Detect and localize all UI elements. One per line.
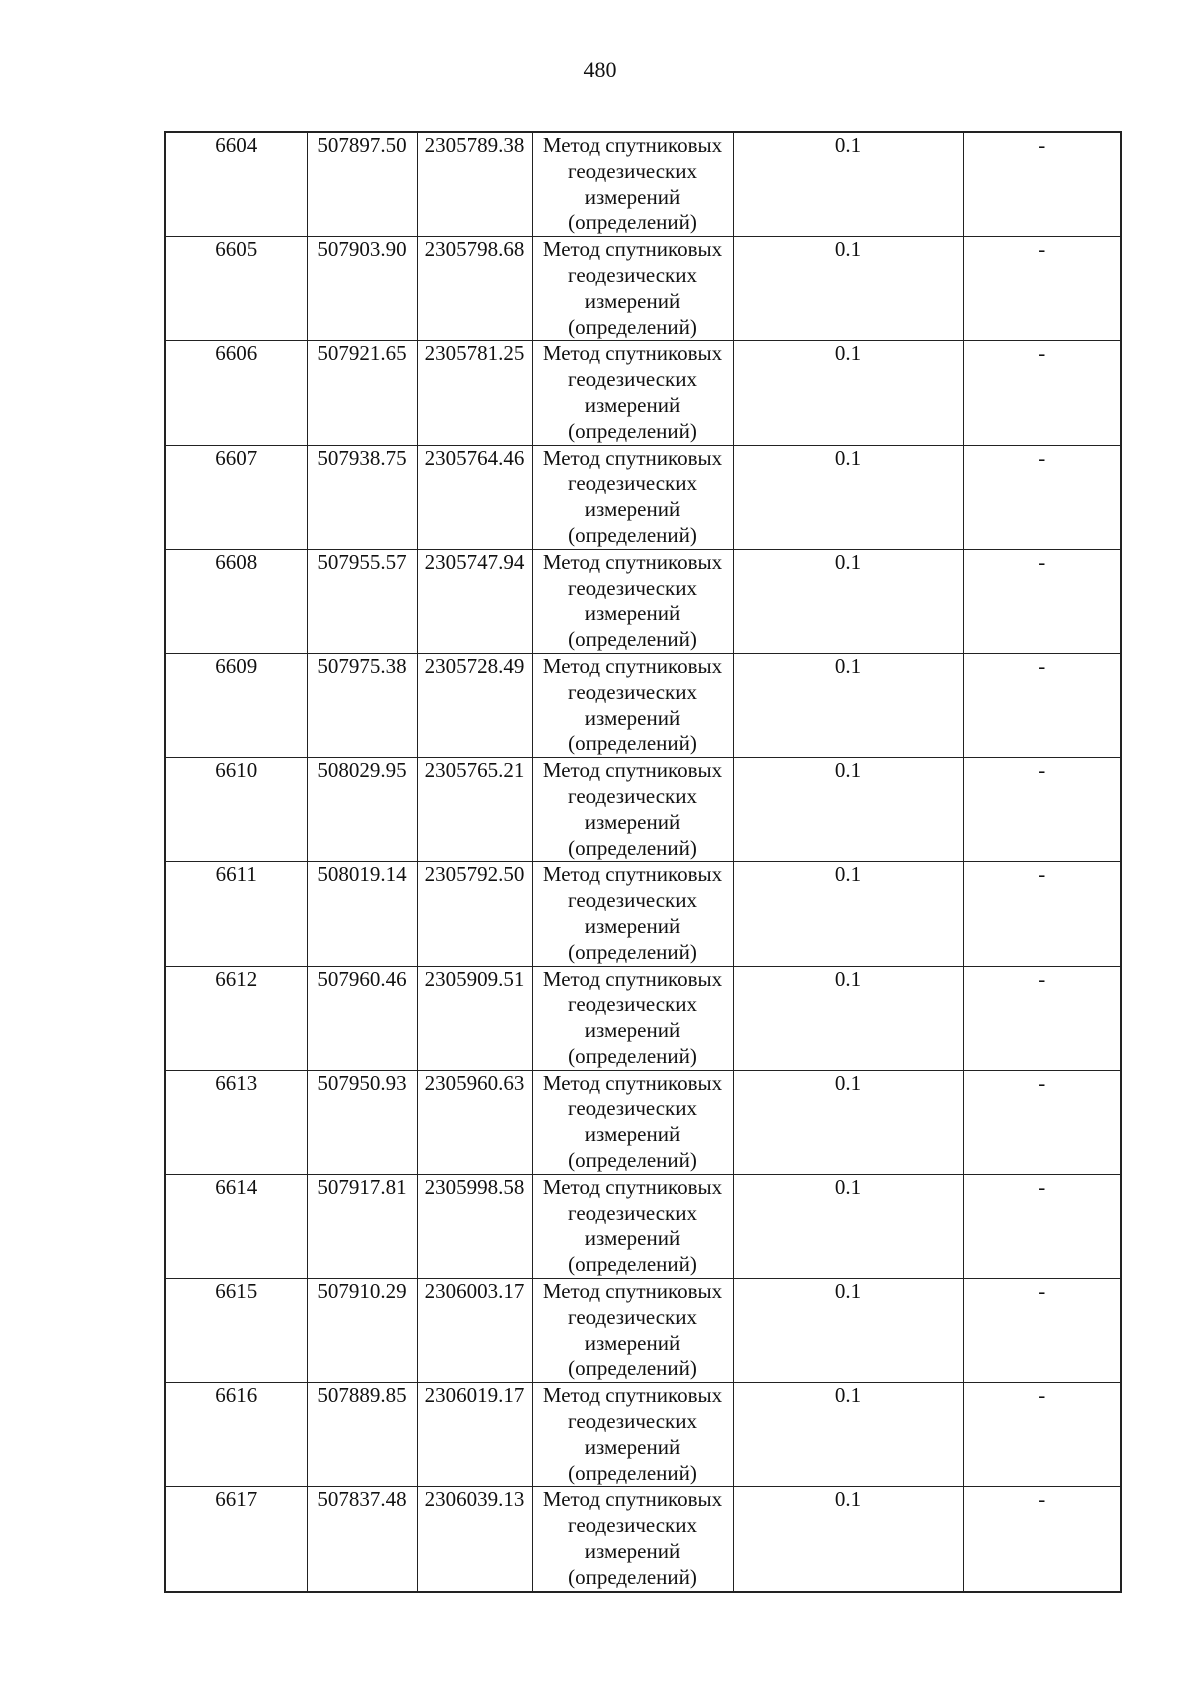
method-cell: Метод спутниковых геодезических измерений (определений) [532, 237, 733, 341]
method-cell: Метод спутниковых геодезических измерений (определений) [532, 758, 733, 862]
y-coordinate-cell: 2306039.13 [417, 1487, 532, 1592]
accuracy-cell: 0.1 [733, 1383, 963, 1487]
description-cell: - [963, 1174, 1121, 1278]
accuracy-cell: 0.1 [733, 862, 963, 966]
description-cell: - [963, 132, 1121, 237]
point-number-cell: 6613 [165, 1070, 307, 1174]
coordinates-table [164, 131, 1122, 1593]
method-cell: Метод спутниковых геодезических измерений (определений) [532, 1487, 733, 1592]
point-number-cell: 6605 [165, 237, 307, 341]
table-row [165, 1487, 1121, 1592]
description-cell: - [963, 1279, 1121, 1383]
description-cell: - [963, 966, 1121, 1070]
description-cell: - [963, 237, 1121, 341]
method-cell: Метод спутниковых геодезических измерений (определений) [532, 1070, 733, 1174]
description-cell: - [963, 341, 1121, 445]
description-cell: - [963, 445, 1121, 549]
x-coordinate-cell: 507955.57 [307, 549, 417, 653]
point-number-cell: 6607 [165, 445, 307, 549]
y-coordinate-cell: 2305798.68 [417, 237, 532, 341]
table-row [165, 132, 1121, 237]
description-cell: - [963, 549, 1121, 653]
table-row [165, 653, 1121, 757]
method-cell: Метод спутниковых геодезических измерений (определений) [532, 862, 733, 966]
description-cell: - [963, 1383, 1121, 1487]
point-number-cell: 6615 [165, 1279, 307, 1383]
method-cell: Метод спутниковых геодезических измерений (определений) [532, 966, 733, 1070]
point-number-cell: 6606 [165, 341, 307, 445]
point-number-cell: 6608 [165, 549, 307, 653]
accuracy-cell: 0.1 [733, 132, 963, 237]
description-cell: - [963, 653, 1121, 757]
x-coordinate-cell: 507960.46 [307, 966, 417, 1070]
point-number-cell: 6610 [165, 758, 307, 862]
x-coordinate-cell: 507897.50 [307, 132, 417, 237]
table-row [165, 445, 1121, 549]
x-coordinate-cell: 507910.29 [307, 1279, 417, 1383]
description-cell: - [963, 758, 1121, 862]
y-coordinate-cell: 2306019.17 [417, 1383, 532, 1487]
y-coordinate-cell: 2305765.21 [417, 758, 532, 862]
point-number-cell: 6617 [165, 1487, 307, 1592]
method-cell: Метод спутниковых геодезических измерений (определений) [532, 1279, 733, 1383]
y-coordinate-cell: 2305764.46 [417, 445, 532, 549]
accuracy-cell: 0.1 [733, 445, 963, 549]
accuracy-cell: 0.1 [733, 653, 963, 757]
x-coordinate-cell: 508029.95 [307, 758, 417, 862]
x-coordinate-cell: 507903.90 [307, 237, 417, 341]
x-coordinate-cell: 508019.14 [307, 862, 417, 966]
method-cell: Метод спутниковых геодезических измерений (определений) [532, 1383, 733, 1487]
point-number-cell: 6611 [165, 862, 307, 966]
point-number-cell: 6609 [165, 653, 307, 757]
accuracy-cell: 0.1 [733, 758, 963, 862]
accuracy-cell: 0.1 [733, 549, 963, 653]
y-coordinate-cell: 2305789.38 [417, 132, 532, 237]
table-row [165, 1383, 1121, 1487]
table-row [165, 862, 1121, 966]
table-row [165, 1279, 1121, 1383]
accuracy-cell: 0.1 [733, 966, 963, 1070]
x-coordinate-cell: 507889.85 [307, 1383, 417, 1487]
table-row [165, 758, 1121, 862]
x-coordinate-cell: 507938.75 [307, 445, 417, 549]
method-cell: Метод спутниковых геодезических измерений (определений) [532, 653, 733, 757]
table-row [165, 237, 1121, 341]
y-coordinate-cell: 2305960.63 [417, 1070, 532, 1174]
accuracy-cell: 0.1 [733, 237, 963, 341]
y-coordinate-cell: 2305909.51 [417, 966, 532, 1070]
point-number-cell: 6604 [165, 132, 307, 237]
table-row [165, 1174, 1121, 1278]
description-cell: - [963, 1070, 1121, 1174]
method-cell: Метод спутниковых геодезических измерений (определений) [532, 549, 733, 653]
accuracy-cell: 0.1 [733, 1279, 963, 1383]
method-cell: Метод спутниковых геодезических измерений (определений) [532, 1174, 733, 1278]
accuracy-cell: 0.1 [733, 1487, 963, 1592]
x-coordinate-cell: 507921.65 [307, 341, 417, 445]
coordinates-table-body [165, 132, 1121, 1592]
accuracy-cell: 0.1 [733, 1174, 963, 1278]
x-coordinate-cell: 507837.48 [307, 1487, 417, 1592]
table-row [165, 549, 1121, 653]
y-coordinate-cell: 2305781.25 [417, 341, 532, 445]
y-coordinate-cell: 2305792.50 [417, 862, 532, 966]
y-coordinate-cell: 2305728.49 [417, 653, 532, 757]
x-coordinate-cell: 507917.81 [307, 1174, 417, 1278]
description-cell: - [963, 1487, 1121, 1592]
method-cell: Метод спутниковых геодезических измерений (определений) [532, 341, 733, 445]
x-coordinate-cell: 507950.93 [307, 1070, 417, 1174]
description-cell: - [963, 862, 1121, 966]
table-row [165, 966, 1121, 1070]
x-coordinate-cell: 507975.38 [307, 653, 417, 757]
method-cell: Метод спутниковых геодезических измерений (определений) [532, 132, 733, 237]
y-coordinate-cell: 2305998.58 [417, 1174, 532, 1278]
accuracy-cell: 0.1 [733, 341, 963, 445]
point-number-cell: 6616 [165, 1383, 307, 1487]
table-row [165, 1070, 1121, 1174]
page-number: 480 [583, 57, 617, 82]
point-number-cell: 6612 [165, 966, 307, 1070]
point-number-cell: 6614 [165, 1174, 307, 1278]
method-cell: Метод спутниковых геодезических измерений (определений) [532, 445, 733, 549]
accuracy-cell: 0.1 [733, 1070, 963, 1174]
y-coordinate-cell: 2305747.94 [417, 549, 532, 653]
y-coordinate-cell: 2306003.17 [417, 1279, 532, 1383]
table-row [165, 341, 1121, 445]
